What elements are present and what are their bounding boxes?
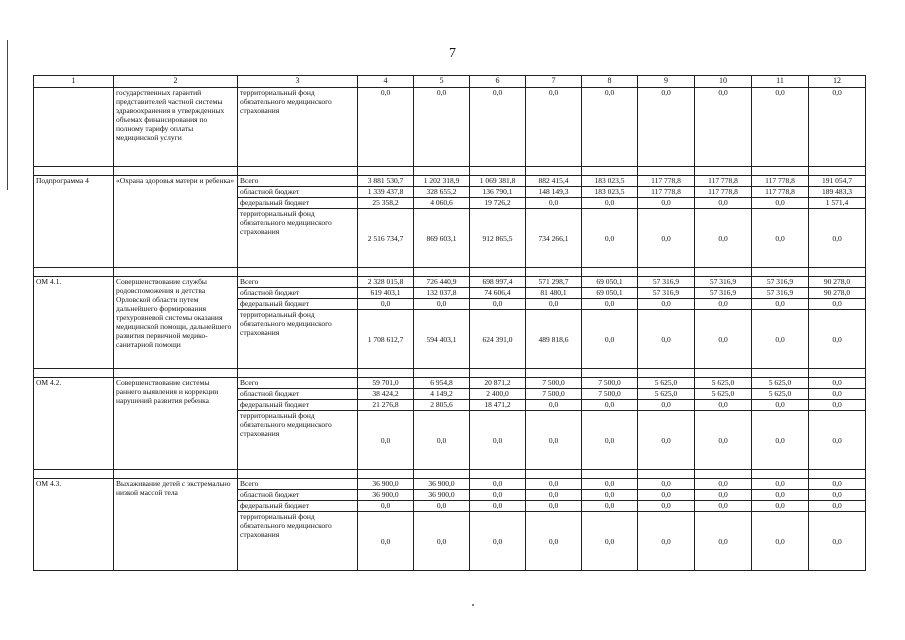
spacer-cell: [695, 470, 752, 479]
amount-cell: 489 818,6: [526, 310, 582, 369]
amount-cell: 4 149,2: [414, 389, 470, 400]
amount-cell: 21 276,8: [358, 400, 414, 411]
amount-cell: 38 424,2: [358, 389, 414, 400]
amount-cell: 624 391,0: [470, 310, 526, 369]
amount-cell: 0,0: [358, 512, 414, 571]
amount-cell: 0,0: [470, 490, 526, 501]
amount-cell: 57 316,9: [638, 277, 695, 288]
amount-cell: 0,0: [809, 389, 866, 400]
amount-cell: 0,0: [752, 490, 809, 501]
amount-cell: 0,0: [809, 411, 866, 470]
table-row: [34, 88, 866, 167]
column-header: 5: [414, 76, 470, 88]
amount-cell: 0,0: [752, 479, 809, 490]
amount-cell: 0,0: [638, 88, 695, 167]
amount-cell: 117 778,8: [752, 176, 809, 187]
amount-cell: 136 790,1: [470, 187, 526, 198]
amount-cell: 1 708 612,7: [358, 310, 414, 369]
amount-cell: 36 900,0: [414, 490, 470, 501]
amount-cell: 5 625,0: [695, 389, 752, 400]
funding-source: федеральный бюджет: [238, 198, 358, 209]
amount-cell: 2 328 015,8: [358, 277, 414, 288]
program-code: ОМ 4.3.: [34, 479, 114, 571]
amount-cell: 117 778,8: [752, 187, 809, 198]
amount-cell: 698 997,4: [470, 277, 526, 288]
amount-cell: 0,0: [638, 479, 695, 490]
spacer-cell: [752, 268, 809, 277]
spacer-cell: [582, 167, 638, 176]
amount-cell: 0,0: [526, 411, 582, 470]
amount-cell: 0,0: [695, 411, 752, 470]
spacer-cell: [34, 167, 114, 176]
amount-cell: 0,0: [414, 501, 470, 512]
spacer-cell: [638, 470, 695, 479]
amount-cell: 0,0: [809, 490, 866, 501]
amount-cell: 0,0: [470, 88, 526, 167]
funding-source: территориальный фонд обязательного медицинского страхования: [238, 209, 358, 268]
column-header: 8: [582, 76, 638, 88]
amount-cell: 0,0: [526, 88, 582, 167]
spacer-cell: [752, 369, 809, 378]
spacer-cell: [695, 167, 752, 176]
program-code: ОМ 4.1.: [34, 277, 114, 369]
spacer-cell: [526, 369, 582, 378]
amount-cell: 5 625,0: [638, 389, 695, 400]
spacer-cell: [414, 167, 470, 176]
amount-cell: 0,0: [752, 88, 809, 167]
amount-cell: 0,0: [582, 400, 638, 411]
spacer-cell: [114, 268, 238, 277]
funding-source: территориальный фонд обязательного медицинского страхования: [238, 411, 358, 470]
amount-cell: 117 778,8: [638, 176, 695, 187]
amount-cell: 0,0: [809, 209, 866, 268]
amount-cell: 0,0: [695, 490, 752, 501]
budget-table: [33, 75, 866, 571]
spacer-cell: [34, 369, 114, 378]
amount-cell: 5 625,0: [638, 378, 695, 389]
amount-cell: 0,0: [695, 198, 752, 209]
amount-cell: 0,0: [752, 512, 809, 571]
amount-cell: 0,0: [695, 209, 752, 268]
funding-source: федеральный бюджет: [238, 400, 358, 411]
amount-cell: 0,0: [752, 299, 809, 310]
amount-cell: 0,0: [470, 299, 526, 310]
amount-cell: 2 400,0: [470, 389, 526, 400]
funding-source: территориальный фонд обязательного медицинского страхования: [238, 88, 358, 167]
spacer-cell: [526, 470, 582, 479]
program-title: Совершенствование системы раннего выявления и коррекции нарушений развития ребенка: [114, 378, 238, 470]
amount-cell: 571 298,7: [526, 277, 582, 288]
footer-mark: [472, 604, 474, 606]
amount-cell: 0,0: [414, 512, 470, 571]
amount-cell: 1 339 437,8: [358, 187, 414, 198]
amount-cell: 7 500,0: [526, 389, 582, 400]
amount-cell: 57 316,9: [695, 277, 752, 288]
spacer-cell: [638, 268, 695, 277]
amount-cell: 81 480,1: [526, 288, 582, 299]
amount-cell: 36 900,0: [414, 479, 470, 490]
column-header: 4: [358, 76, 414, 88]
amount-cell: 74 606,4: [470, 288, 526, 299]
column-header: 6: [470, 76, 526, 88]
amount-cell: 0,0: [470, 501, 526, 512]
spacer-cell: [238, 369, 358, 378]
amount-cell: 18 471,2: [470, 400, 526, 411]
amount-cell: 0,0: [809, 501, 866, 512]
program-code: ОМ 4.2.: [34, 378, 114, 470]
amount-cell: 0,0: [809, 310, 866, 369]
amount-cell: 0,0: [582, 88, 638, 167]
amount-cell: 0,0: [695, 512, 752, 571]
spacer-cell: [809, 470, 866, 479]
amount-cell: 7 500,0: [526, 378, 582, 389]
program-title: государственных гарантий представителей частной системы здравоохранения в утвержденных объемах финансирования по полному тарифу оплаты медицинской услуги: [114, 88, 238, 167]
amount-cell: 869 603,1: [414, 209, 470, 268]
left-margin-rule: [7, 40, 8, 190]
spacer-row: [34, 167, 866, 176]
amount-cell: 0,0: [809, 378, 866, 389]
amount-cell: 0,0: [695, 479, 752, 490]
amount-cell: 0,0: [414, 411, 470, 470]
table-row: [34, 479, 866, 490]
amount-cell: 0,0: [695, 501, 752, 512]
column-header: 1: [34, 76, 114, 88]
amount-cell: 734 266,1: [526, 209, 582, 268]
amount-cell: 619 403,1: [358, 288, 414, 299]
amount-cell: 20 871,2: [470, 378, 526, 389]
amount-cell: 25 358,2: [358, 198, 414, 209]
amount-cell: 0,0: [638, 198, 695, 209]
amount-cell: 69 050,1: [582, 277, 638, 288]
column-header: 10: [695, 76, 752, 88]
amount-cell: 6 954,8: [414, 378, 470, 389]
amount-cell: 0,0: [582, 490, 638, 501]
amount-cell: 0,0: [414, 299, 470, 310]
spacer-cell: [526, 268, 582, 277]
amount-cell: 0,0: [358, 299, 414, 310]
spacer-cell: [752, 167, 809, 176]
amount-cell: 726 440,9: [414, 277, 470, 288]
program-title: Выхаживание детей с экстремально низкой массой тела: [114, 479, 238, 571]
funding-source: областной бюджет: [238, 187, 358, 198]
amount-cell: 7 500,0: [582, 378, 638, 389]
spacer-cell: [358, 369, 414, 378]
spacer-cell: [526, 167, 582, 176]
page-number: 7: [449, 46, 456, 61]
spacer-cell: [238, 470, 358, 479]
amount-cell: 0,0: [638, 299, 695, 310]
column-header: 9: [638, 76, 695, 88]
spacer-cell: [809, 268, 866, 277]
spacer-cell: [358, 268, 414, 277]
header-row: [34, 76, 866, 88]
amount-cell: 0,0: [809, 400, 866, 411]
amount-cell: 0,0: [526, 490, 582, 501]
spacer-cell: [809, 369, 866, 378]
amount-cell: 148 149,3: [526, 187, 582, 198]
amount-cell: 183 023,5: [582, 176, 638, 187]
amount-cell: 117 778,8: [638, 187, 695, 198]
funding-source: федеральный бюджет: [238, 299, 358, 310]
amount-cell: 191 054,7: [809, 176, 866, 187]
table-row: [34, 378, 866, 389]
spacer-cell: [695, 369, 752, 378]
amount-cell: 0,0: [582, 310, 638, 369]
spacer-cell: [34, 268, 114, 277]
amount-cell: 0,0: [638, 310, 695, 369]
amount-cell: 0,0: [752, 198, 809, 209]
amount-cell: 19 726,2: [470, 198, 526, 209]
column-header: 3: [238, 76, 358, 88]
amount-cell: 69 050,1: [582, 288, 638, 299]
funding-source: областной бюджет: [238, 490, 358, 501]
amount-cell: 0,0: [638, 512, 695, 571]
column-header: 2: [114, 76, 238, 88]
amount-cell: 0,0: [358, 501, 414, 512]
amount-cell: 0,0: [470, 512, 526, 571]
amount-cell: 57 316,9: [638, 288, 695, 299]
amount-cell: 0,0: [526, 400, 582, 411]
funding-source: Всего: [238, 378, 358, 389]
spacer-row: [34, 268, 866, 277]
amount-cell: 36 900,0: [358, 490, 414, 501]
amount-cell: 0,0: [638, 501, 695, 512]
funding-source: территориальный фонд обязательного медицинского страхования: [238, 310, 358, 369]
amount-cell: 0,0: [638, 411, 695, 470]
amount-cell: 183 023,5: [582, 187, 638, 198]
funding-source: областной бюджет: [238, 288, 358, 299]
amount-cell: 0,0: [752, 400, 809, 411]
spacer-cell: [638, 369, 695, 378]
spacer-cell: [238, 268, 358, 277]
column-header: 11: [752, 76, 809, 88]
spacer-cell: [582, 268, 638, 277]
amount-cell: 1 571,4: [809, 198, 866, 209]
funding-source: Всего: [238, 176, 358, 187]
amount-cell: 0,0: [526, 501, 582, 512]
spacer-cell: [114, 167, 238, 176]
spacer-cell: [638, 167, 695, 176]
amount-cell: 5 625,0: [695, 378, 752, 389]
amount-cell: 0,0: [582, 501, 638, 512]
program-title: «Охрана здоровья матери и ребенка»: [114, 176, 238, 268]
amount-cell: 189 483,3: [809, 187, 866, 198]
spacer-cell: [695, 268, 752, 277]
amount-cell: 117 778,8: [695, 187, 752, 198]
spacer-row: [34, 470, 866, 479]
amount-cell: 4 060,6: [414, 198, 470, 209]
amount-cell: 0,0: [582, 411, 638, 470]
amount-cell: 0,0: [809, 512, 866, 571]
amount-cell: 36 900,0: [358, 479, 414, 490]
amount-cell: 0,0: [582, 479, 638, 490]
amount-cell: 594 403,1: [414, 310, 470, 369]
spacer-cell: [114, 470, 238, 479]
amount-cell: 0,0: [414, 88, 470, 167]
amount-cell: 1 069 381,8: [470, 176, 526, 187]
amount-cell: 0,0: [752, 209, 809, 268]
amount-cell: 0,0: [638, 209, 695, 268]
amount-cell: 2 516 734,7: [358, 209, 414, 268]
spacer-cell: [358, 470, 414, 479]
amount-cell: 1 202 318,9: [414, 176, 470, 187]
amount-cell: 0,0: [470, 479, 526, 490]
spacer-cell: [358, 167, 414, 176]
amount-cell: 328 655,2: [414, 187, 470, 198]
program-code: [34, 88, 114, 167]
amount-cell: 0,0: [582, 198, 638, 209]
funding-source: Всего: [238, 277, 358, 288]
funding-source: областной бюджет: [238, 389, 358, 400]
amount-cell: 5 625,0: [752, 378, 809, 389]
column-header: 12: [809, 76, 866, 88]
amount-cell: 57 316,9: [695, 288, 752, 299]
spacer-cell: [582, 470, 638, 479]
spacer-cell: [809, 167, 866, 176]
spacer-cell: [414, 470, 470, 479]
table-row: [34, 277, 866, 288]
column-header: 7: [526, 76, 582, 88]
amount-cell: 0,0: [526, 299, 582, 310]
amount-cell: 0,0: [809, 88, 866, 167]
spacer-cell: [114, 369, 238, 378]
spacer-cell: [582, 369, 638, 378]
amount-cell: 2 805,6: [414, 400, 470, 411]
amount-cell: 5 625,0: [752, 389, 809, 400]
amount-cell: 0,0: [809, 299, 866, 310]
amount-cell: 0,0: [752, 310, 809, 369]
spacer-cell: [752, 470, 809, 479]
amount-cell: 0,0: [526, 512, 582, 571]
amount-cell: 57 316,9: [752, 288, 809, 299]
spacer-cell: [470, 470, 526, 479]
amount-cell: 90 278,0: [809, 277, 866, 288]
amount-cell: 90 278,0: [809, 288, 866, 299]
amount-cell: 0,0: [526, 198, 582, 209]
amount-cell: 0,0: [582, 512, 638, 571]
spacer-cell: [470, 369, 526, 378]
amount-cell: 59 701,0: [358, 378, 414, 389]
amount-cell: 0,0: [582, 299, 638, 310]
program-code: Подпрограмма 4: [34, 176, 114, 268]
amount-cell: 132 037,8: [414, 288, 470, 299]
amount-cell: 0,0: [752, 411, 809, 470]
spacer-row: [34, 369, 866, 378]
amount-cell: 0,0: [695, 299, 752, 310]
funding-source: федеральный бюджет: [238, 501, 358, 512]
spacer-cell: [238, 167, 358, 176]
spacer-cell: [470, 167, 526, 176]
spacer-cell: [414, 268, 470, 277]
funding-source: территориальный фонд обязательного медицинского страхования: [238, 512, 358, 571]
spacer-cell: [414, 369, 470, 378]
amount-cell: 0,0: [752, 501, 809, 512]
spacer-cell: [470, 268, 526, 277]
amount-cell: 0,0: [695, 88, 752, 167]
program-title: Совершенствование службы родовспоможения и детства Орловской области путем дальнейшего формирования трехуровневой системы оказания медицинской помощи, дальнейшего развития первичной медико-санитарной помощи: [114, 277, 238, 369]
amount-cell: 0,0: [695, 310, 752, 369]
amount-cell: 0,0: [695, 400, 752, 411]
amount-cell: 0,0: [582, 209, 638, 268]
funding-source: Всего: [238, 479, 358, 490]
amount-cell: 0,0: [638, 490, 695, 501]
table-row: [34, 176, 866, 187]
amount-cell: 7 500,0: [582, 389, 638, 400]
amount-cell: 0,0: [809, 479, 866, 490]
amount-cell: 0,0: [358, 88, 414, 167]
amount-cell: 0,0: [470, 411, 526, 470]
spacer-cell: [34, 470, 114, 479]
amount-cell: 117 778,8: [695, 176, 752, 187]
amount-cell: 882 415,4: [526, 176, 582, 187]
amount-cell: 3 881 530,7: [358, 176, 414, 187]
amount-cell: 912 865,5: [470, 209, 526, 268]
amount-cell: 0,0: [358, 411, 414, 470]
amount-cell: 57 316,9: [752, 277, 809, 288]
amount-cell: 0,0: [526, 479, 582, 490]
amount-cell: 0,0: [638, 400, 695, 411]
